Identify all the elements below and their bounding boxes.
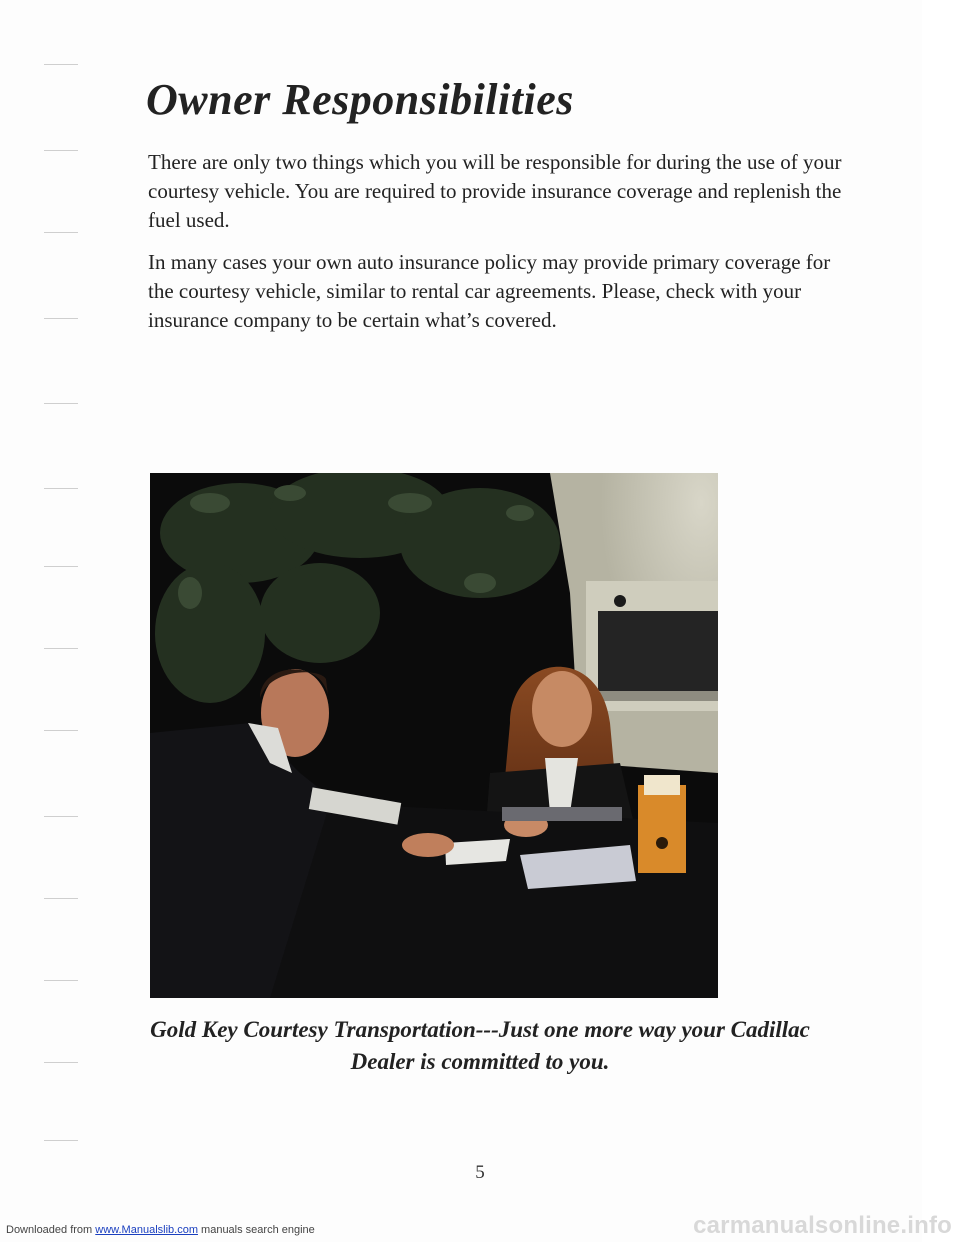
caption-line: Dealer is committed to you.	[350, 1049, 610, 1074]
margin-tick	[44, 403, 78, 404]
page-title: Owner Responsibilities	[146, 75, 574, 124]
photo-caption	[120, 1014, 840, 1078]
dealership-photo	[150, 473, 718, 998]
margin-tick	[44, 1062, 78, 1063]
page-number: 5	[475, 1162, 485, 1183]
margin-tick	[44, 232, 78, 233]
right-gutter	[922, 0, 960, 1242]
margin-tick	[44, 816, 78, 817]
margin-tick	[44, 150, 78, 151]
margin-tick	[44, 730, 78, 731]
margin-tick	[44, 980, 78, 981]
body-paragraph: There are only two things which you will be responsible for during the use of your courtesy vehicle. You are required to provide insurance coverage and replenish the fuel used.	[148, 150, 842, 232]
download-footer	[6, 1224, 315, 1236]
margin-tick	[44, 898, 78, 899]
margin-tick	[44, 648, 78, 649]
margin-tick	[44, 64, 78, 65]
watermark: carmanualsonline.info	[693, 1212, 952, 1239]
margin-tick-marks	[44, 0, 80, 1242]
margin-tick	[44, 1140, 78, 1141]
caption-line: Gold Key Courtesy Transportation---Just one more way your Cadillac	[150, 1017, 810, 1042]
manualslib-link[interactable]: www.Manualslib.com	[95, 1224, 198, 1236]
margin-tick	[44, 318, 78, 319]
body-paragraph: In many cases your own auto insurance policy may provide primary coverage for the courtesy vehicle, similar to rental car agreements. Please, check with your insurance company to be certain what’s covered.	[148, 250, 831, 332]
dealership-photo-illustration	[150, 473, 718, 998]
footer-suffix: manuals search engine	[197, 1224, 315, 1236]
footer-prefix: Downloaded from	[6, 1224, 96, 1236]
margin-tick	[44, 566, 78, 567]
margin-tick	[44, 488, 78, 489]
